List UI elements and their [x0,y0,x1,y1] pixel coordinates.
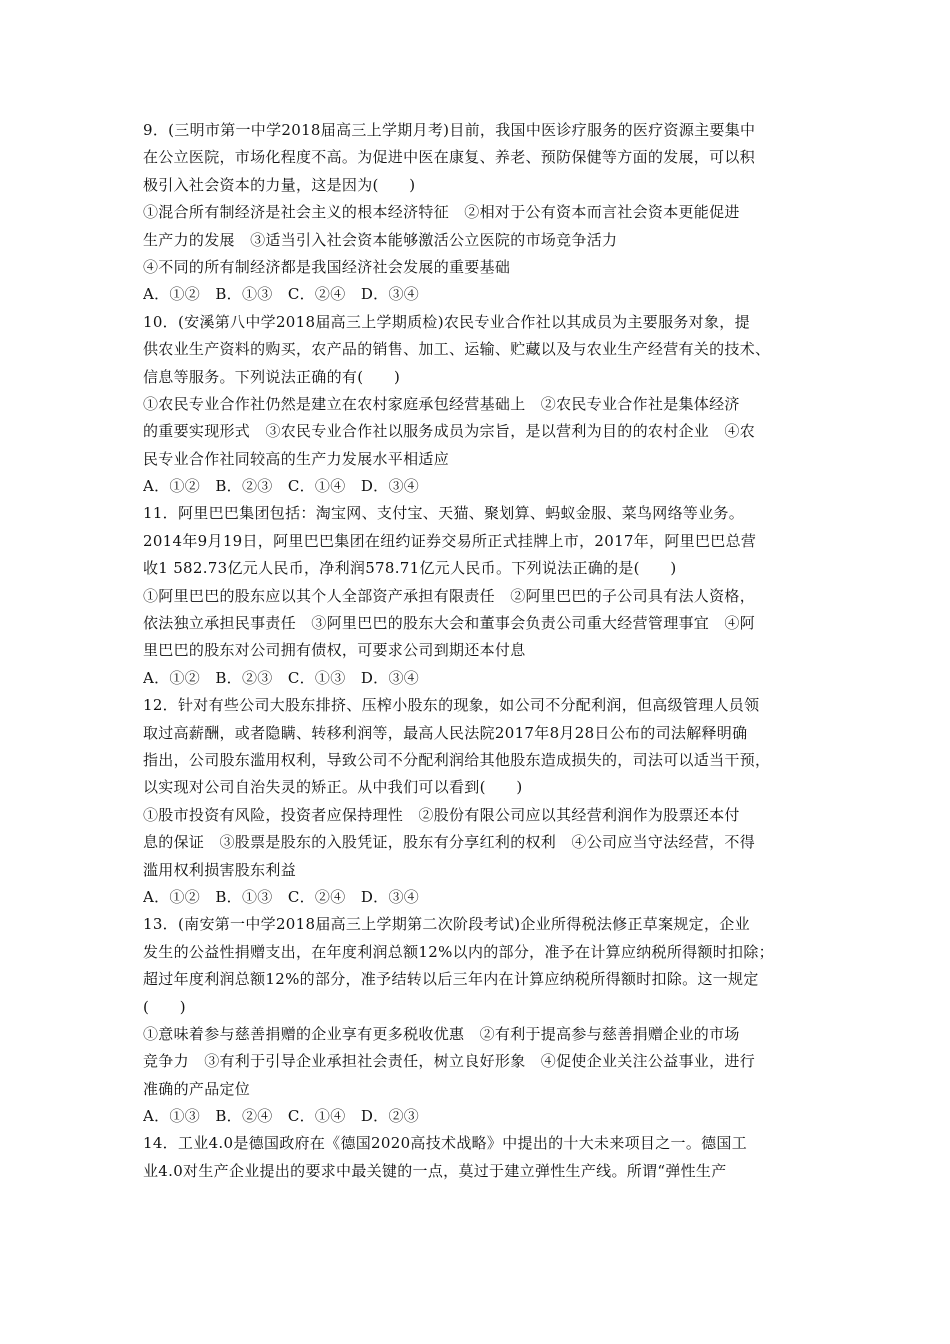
text-line: 准确的产品定位 [143,1079,251,1098]
text-line: 指出，公司股东滥用权利，导致公司不分配利润给其他股东造成损失的，司法可以适当干预， [143,750,771,769]
text-line: 13．(南安第一中学2018届高三上学期第二次阶段考试)企业所得税法修正草案规定，企业 [143,915,750,934]
text-line: 10．(安溪第八中学2018届高三上学期质检)农民专业合作社以其成员为主要服务对象，提 [143,312,750,331]
text-line: ①农民专业合作社仍然是建立在农村家庭承包经营基础上 ②农民专业合作社是集体经济 [143,394,740,413]
text-line: 极引入社会资本的力量，这是因为( ) [143,175,416,194]
text-line: ①混合所有制经济是社会主义的根本经济特征 ②相对于公有资本而言社会资本更能促进 [143,203,740,222]
text-line: ④不同的所有制经济都是我国经济社会发展的重要基础 [143,257,511,276]
question-10 [143,309,815,501]
text-line: 息的保证 ③股票是股东的入股凭证，股东有分享红利的权利 ④公司应当守法经营，不得 [143,833,756,852]
text-line: 供农业生产资料的购买，农产品的销售、加工、运输、贮藏以及与农业生产经营有关的技术、 [143,340,771,359]
question-13 [143,911,815,1130]
text-line: 竞争力 ③有利于引导企业承担社会责任，树立良好形象 ④促使企业关注公益事业，进行 [143,1052,756,1071]
answer-choices: A．①② B．②③ C．①③ D．③④ [143,668,420,687]
text-line: 里巴巴的股东对公司拥有债权，可要求公司到期还本付息 [143,641,526,660]
text-line: 业4.0对生产企业提出的要求中最关键的一点，莫过于建立弹性生产线。所谓“弹性生产 [143,1161,727,1180]
text-line: 12．针对有些公司大股东排挤、压榨小股东的现象，如公司不分配利润，但高级管理人员领 [143,696,760,715]
text-line: 11．阿里巴巴集团包括：淘宝网、支付宝、天猫、聚划算、蚂蚁金服、菜鸟网络等业务。 [143,504,745,523]
answer-choices: A．①② B．①③ C．②④ D．③④ [143,285,420,304]
text-line: 发生的公益性捐赠支出，在年度利润总额12%以内的部分，准予在计算应纳税所得额时扣除； [143,942,774,961]
text-line: 2014年9月19日，阿里巴巴集团在纽约证券交易所正式挂牌上市，2017年，阿里巴巴总营 [143,531,757,550]
text-line: 取过高薪酬，或者隐瞒、转移利润等，最高人民法院2017年8月28日公布的司法解释明确 [143,723,748,742]
text-line: 9．(三明市第一中学2018届高三上学期月考)目前，我国中医诊疗服务的医疗资源主要集中 [143,121,756,139]
text-line: 信息等服务。下列说法正确的有( ) [143,367,401,386]
text-line: 滥用权利损害股东利益 [143,860,297,879]
question-9 [143,117,815,309]
text-line: ①股市投资有风险，投资者应保持理性 ②股份有限公司应以其经营利润作为股票还本付 [143,805,740,824]
text-line: 14．工业4.0是德国政府在《德国2020高技术战略》中提出的十大未来项目之一。德国工 [143,1134,748,1153]
text-line: 的重要实现形式 ③农民专业合作社以服务成员为宗旨，是以营利为目的的农村企业 ④农 [143,422,756,441]
text-line: 超过年度利润总额12%的部分，准予结转以后三年内在计算应纳税所得额时扣除。这一规定 [143,970,759,989]
question-14 [143,1130,815,1185]
question-11 [143,500,815,692]
text-line: 在公立医院，市场化程度不高。为促进中医在康复、养老、预防保健等方面的发展，可以积 [143,148,756,167]
answer-choices: A．①② B．②③ C．①④ D．③④ [143,477,420,496]
text-line: 收1 582.73亿元人民币，净利润578.71亿元人民币。下列说法正确的是( ) [143,559,677,578]
text-line: 生产力的发展 ③适当引入社会资本能够激活公立医院的市场竞争活力 [143,230,618,249]
text-line: ①意味着参与慈善捐赠的企业享有更多税收优惠 ②有利于提高参与慈善捐赠企业的市场 [143,1024,740,1043]
answer-choices: A．①② B．①③ C．②④ D．③④ [143,887,420,906]
answer-choices: A．①③ B．②④ C．①④ D．②③ [143,1107,420,1126]
text-line: ①阿里巴巴的股东应以其个人全部资产承担有限责任 ②阿里巴巴的子公司具有法人资格， [143,586,756,605]
text-line: 民专业合作社同较高的生产力发展水平相适应 [143,449,450,468]
text-line: 以实现对公司自治失灵的矫正。从中我们可以看到( ) [143,778,523,797]
question-12 [143,692,815,911]
text-line: ( ) [143,997,186,1016]
question-content [143,117,815,1185]
text-line: 依法独立承担民事责任 ③阿里巴巴的股东大会和董事会负责公司重大经营管理事宜 ④阿 [143,614,756,633]
